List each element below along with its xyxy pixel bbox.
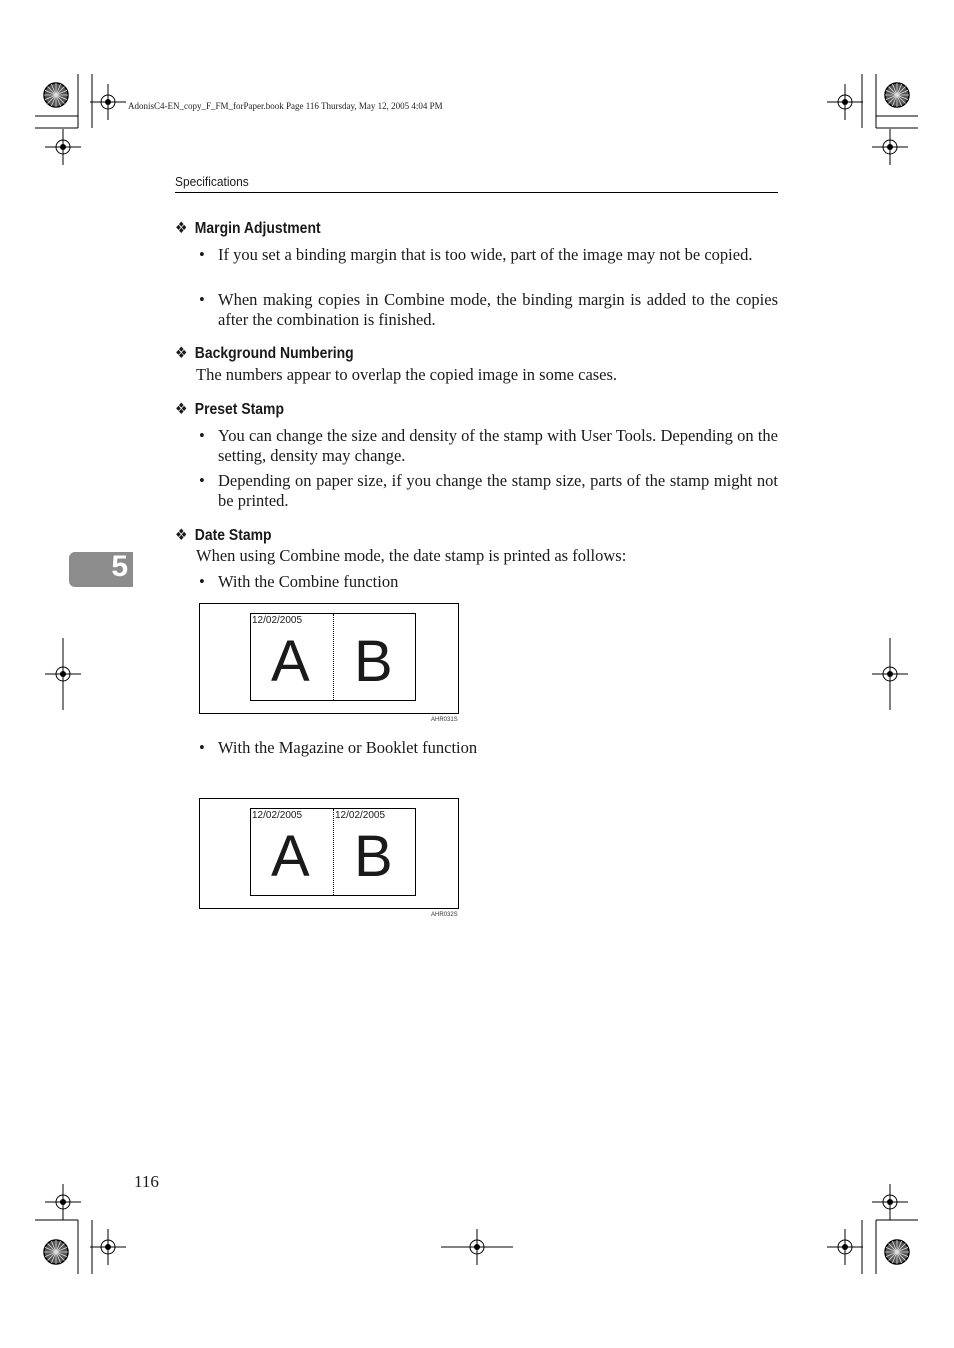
- chapter-number: 5: [111, 550, 128, 583]
- print-info-line: AdonisC4-EN_copy_F_FM_forPaper.book Page 116 Thursday, May 12, 2005 4:04 PM: [128, 101, 443, 111]
- figure-id: AHR031S: [431, 717, 458, 723]
- fold-line: [333, 809, 334, 895]
- bullet-icon: •: [199, 290, 205, 309]
- page-letter-a: A: [271, 824, 310, 889]
- page-letter-b: B: [354, 629, 393, 694]
- figure-combine: [199, 603, 459, 714]
- booklet-sheet: [250, 808, 416, 896]
- date-stamp-left: 12/02/2005: [252, 615, 303, 626]
- diamond-icon: ❖: [175, 345, 188, 362]
- bullet-icon: •: [199, 245, 205, 264]
- fold-line: [333, 614, 334, 700]
- page-letter-a: A: [271, 629, 310, 694]
- diamond-icon: ❖: [175, 220, 188, 237]
- paragraph: The numbers appear to overlap the copied image in some cases.: [196, 365, 618, 384]
- figure-id: AHR032S: [431, 912, 458, 918]
- diamond-icon: ❖: [175, 401, 188, 418]
- section-heading-margin-adjustment: ❖ Margin Adjustment: [175, 220, 321, 237]
- bullet-icon: •: [199, 738, 205, 757]
- bullet-icon: •: [199, 572, 205, 591]
- paragraph: When using Combine mode, the date stamp is printed as follows:: [196, 546, 627, 565]
- bullet-icon: •: [199, 426, 205, 445]
- bullet-icon: •: [199, 471, 205, 490]
- page-letter-b: B: [354, 824, 393, 889]
- header-rule: [175, 192, 778, 193]
- section-heading-preset-stamp: ❖ Preset Stamp: [175, 401, 284, 418]
- date-stamp-left: 12/02/2005: [252, 810, 303, 821]
- combined-sheet: [250, 613, 416, 701]
- section-heading-date-stamp: ❖ Date Stamp: [175, 527, 272, 544]
- date-stamp-right: 12/02/2005: [335, 810, 386, 821]
- page-number: 116: [134, 1172, 159, 1191]
- running-header: Specifications: [175, 174, 249, 189]
- section-heading-background-numbering: ❖ Background Numbering: [175, 345, 354, 362]
- chapter-tab: [69, 552, 133, 587]
- figure-magazine-booklet: [199, 798, 459, 909]
- diamond-icon: ❖: [175, 527, 188, 544]
